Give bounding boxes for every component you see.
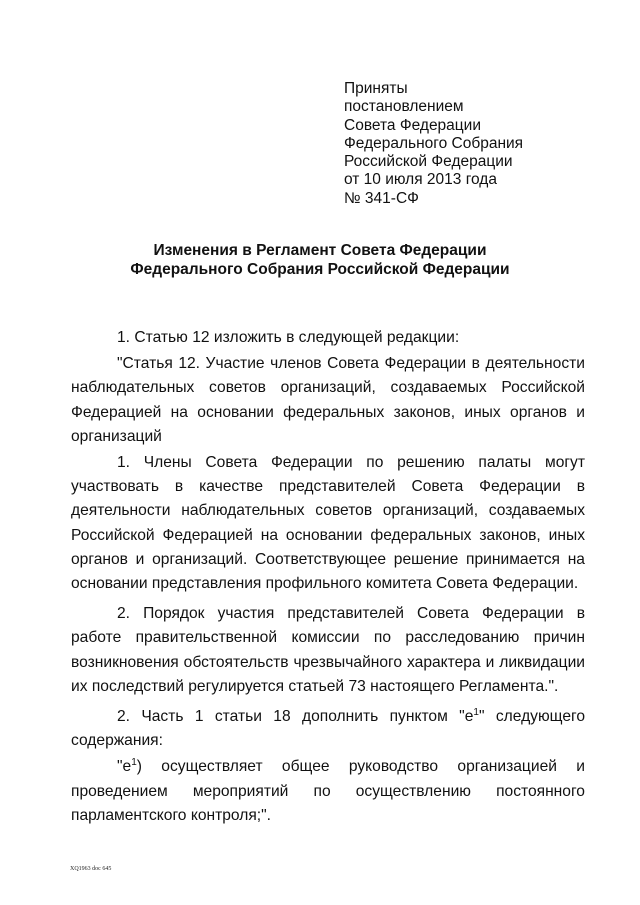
stamp-line: Совета Федерации [344, 116, 481, 134]
paragraph-4: 2. Порядок участия представителей Совета Федерации в работе правительственной комиссии по расследованию причин возникновения обстоятельств чрезвычайного характера и ликвидации их последствий регулируется статьей 73 настоящего Регламента.". [71, 605, 585, 695]
adoption-stamp [344, 80, 523, 208]
stamp-line: Федерального Собрания [344, 134, 524, 152]
paragraph-6-text-b: ) осуществляет общее руководство организацией и проведением мероприятий по осуществлению постоянного парламентского контроля;". [71, 758, 585, 824]
paragraph-5-text-a: 2. Часть 1 статьи 18 дополнить пунктом "е [117, 708, 474, 726]
paragraph-5-text-b: " следующего содержания: [71, 708, 586, 750]
paragraph-6-superscript: 1 [131, 757, 137, 769]
paragraph-5 [71, 705, 585, 753]
file-footer: XQ1963 doc 645 [70, 866, 112, 872]
paragraph-6-text-a: "е [117, 758, 132, 776]
stamp-line: Российской Федерации [344, 153, 513, 171]
paragraph-3: 1. Члены Совета Федерации по решению палаты могут участвовать в качестве представителей Совета Федерации в деятельности наблюдательных советов организаций, создаваемых Российской Федерацией на основании федеральных законов, иных органов и организаций. Соответствующее решение принимается на основании представления профильного комитета Совета Федерации. [71, 454, 585, 593]
paragraph-5-superscript: 1 [473, 707, 479, 719]
stamp-line: постановлением [344, 98, 464, 116]
title-line-2: Федерального Собрания Российской Федерации [130, 260, 510, 278]
stamp-line: Приняты [344, 80, 408, 97]
document-body [71, 326, 585, 828]
stamp-line: № 341-СФ [344, 189, 419, 207]
title-line-1: Изменения в Регламент Совета Федерации [153, 242, 487, 259]
paragraph-2: "Статья 12. Участие членов Совета Федерации в деятельности наблюдательных советов организаций, создаваемых Российской Федерацией на основании федеральных законов, иных органов и организаций [71, 355, 585, 445]
paragraph-1: 1. Статью 12 изложить в следующей редакции: [117, 329, 460, 346]
paragraph-6 [71, 755, 585, 828]
document-title [60, 242, 580, 279]
stamp-line: от 10 июля 2013 года [344, 171, 497, 189]
